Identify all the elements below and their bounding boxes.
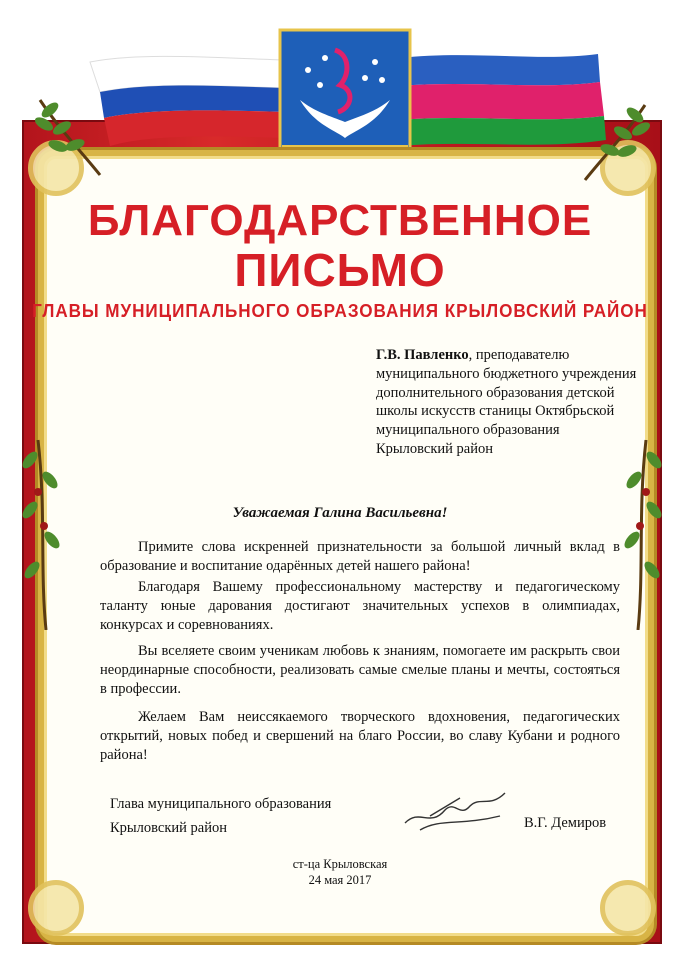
body-paragraph: Желаем Вам неиссякаемого творческого вдохновения, педагогических открытий, новых побед и свершений на благо России, во славу Кубани и родного района!	[100, 709, 620, 763]
recipient-name: Г.В. Павленко	[376, 347, 469, 363]
letter-title-line1: БЛАГОДАРСТВЕННОЕ	[87, 196, 593, 245]
letter-title-line2: ПИСЬМО	[234, 244, 446, 296]
laurel-branch-icon	[16, 430, 66, 630]
body-paragraph: Примите слова искренней признательности за большой личный вклад в образование и воспитание одарённых детей нашего района!	[100, 539, 620, 574]
signature-scribble-icon	[400, 788, 510, 838]
laurel-branch-icon	[30, 90, 110, 180]
corner-ornament-icon	[600, 880, 656, 936]
signatory-position	[110, 792, 331, 840]
corner-ornament-icon	[28, 880, 84, 936]
date: 24 мая 2017	[308, 873, 372, 887]
coat-of-arms-icon	[280, 30, 410, 170]
recipient-description: , преподавателю муниципального бюджетного учреждения дополнительного образования детской школы искусств станицы Октябрьской муниципального образования Крыловский район	[376, 347, 637, 457]
body-paragraph: Благодаря Вашему профессиональному мастерству и педагогическому таланту юные дарования достигают значительных успехов в олимпиадах, конкурсах и соревнованиях.	[100, 579, 620, 633]
signatory-position-line1: Глава муниципального образования	[110, 796, 332, 812]
signatory-name: В.Г. Демиров	[524, 815, 607, 831]
laurel-branch-icon	[575, 95, 655, 185]
russian-flag-icon	[90, 56, 285, 146]
place-and-date	[0, 856, 680, 888]
body-paragraph: Вы вселяете своим ученикам любовь к знаниям, помогаете им раскрыть свои неординарные способности, реализовать самые смелые планы и мечты, состояться в профессии.	[100, 643, 620, 697]
recipient-block	[376, 346, 638, 459]
letter-subtitle: ГЛАВЫ МУНИЦИПАЛЬНОГО ОБРАЗОВАНИЯ КРЫЛОВСКИЙ РАЙОН	[32, 301, 648, 321]
greeting: Уважаемая Галина Васильевна!	[232, 505, 448, 521]
signatory-position-line2: Крыловский район	[110, 820, 227, 836]
laurel-branch-icon	[618, 430, 668, 630]
place: ст-ца Крыловская	[292, 857, 388, 871]
